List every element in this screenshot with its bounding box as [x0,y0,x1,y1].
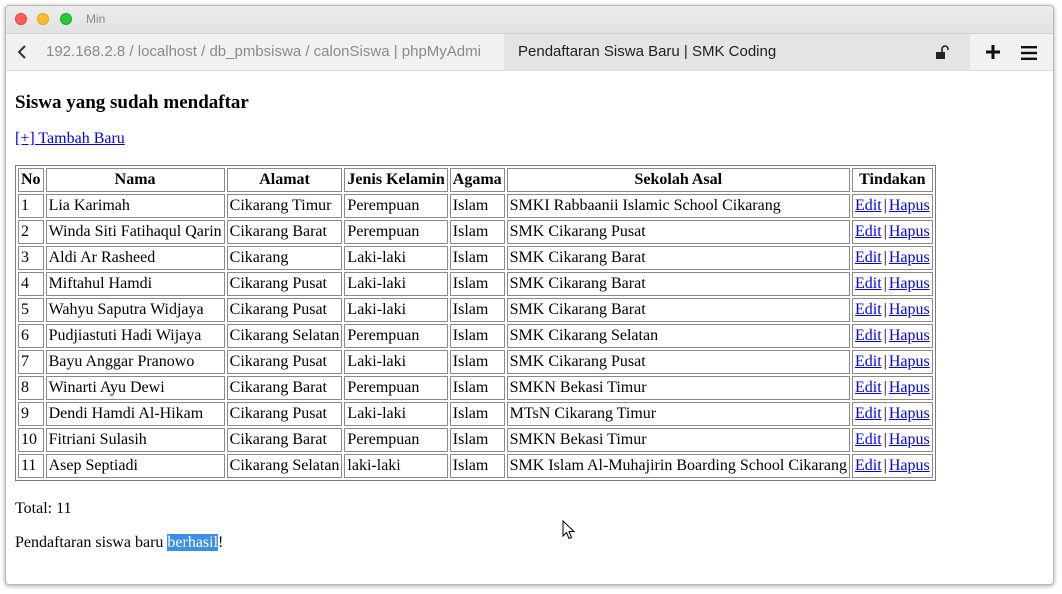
table-row [18,350,933,374]
edit-link[interactable]: Edit [854,405,882,422]
action-separator: | [883,327,887,344]
cell-sekolah-asal: SMK Cikarang Barat [507,246,850,270]
table-header-row [18,168,933,192]
action-separator: | [883,353,887,370]
delete-link[interactable]: Hapus [888,197,930,214]
header-alamat: Alamat [227,168,343,192]
header-sekolah-asal: Sekolah Asal [507,168,850,192]
cell-agama: Islam [450,246,505,270]
table-row [18,220,933,244]
cell-nama: Fitriani Sulasih [46,428,225,452]
edit-link[interactable]: Edit [854,197,882,214]
message-text: Pendaftaran siswa baru [15,534,168,551]
cell-jenis-kelamin: Laki-laki [344,298,447,322]
cell-jenis-kelamin: Laki-laki [344,272,447,296]
header-tindakan: Tindakan [852,168,933,192]
cell-sekolah-asal: SMK Cikarang Pusat [507,350,850,374]
table-row [18,194,933,218]
action-separator: | [883,249,887,266]
delete-link[interactable]: Hapus [888,301,930,318]
cell-tindakan [852,246,933,270]
cell-tindakan [852,272,933,296]
table-row [18,272,933,296]
cell-agama: Islam [450,272,505,296]
header-agama: Agama [450,168,505,192]
table-row [18,454,933,478]
minimize-window-button[interactable] [37,13,49,25]
selected-text: berhasil [167,534,219,551]
cell-agama: Islam [450,376,505,400]
cell-jenis-kelamin: Perempuan [344,194,447,218]
total-count: Total: 11 [15,500,72,517]
cell-alamat: Cikarang Pusat [227,350,343,374]
cell-nama: Winda Siti Fatihaqul Qarin [46,220,225,244]
browser-window [5,5,1054,585]
maximize-window-button[interactable] [60,13,72,25]
action-separator: | [883,197,887,214]
edit-link[interactable]: Edit [854,353,882,370]
action-separator: | [883,301,887,318]
cell-no: 3 [18,246,44,270]
edit-link[interactable]: Edit [854,223,882,240]
cell-no: 7 [18,350,44,374]
cell-agama: Islam [450,194,505,218]
table-row [18,376,933,400]
delete-link[interactable]: Hapus [888,223,930,240]
cell-alamat: Cikarang Pusat [227,402,343,426]
delete-link[interactable]: Hapus [888,379,930,396]
tab-phpmyadmin[interactable]: 192.168.2.8 / localhost / db_pmbsiswa / calonSiswa | phpMyAdmi [46,34,496,70]
cell-no: 8 [18,376,44,400]
delete-link[interactable]: Hapus [888,405,930,422]
cell-nama: Winarti Ayu Dewi [46,376,225,400]
cell-nama: Aldi Ar Rasheed [46,246,225,270]
table-row [18,246,933,270]
new-tab-button[interactable] [983,42,1003,62]
menu-button[interactable] [1019,43,1039,63]
table-body [18,194,933,478]
cell-alamat: Cikarang Selatan [227,454,343,478]
cell-jenis-kelamin: Perempuan [344,220,447,244]
cell-tindakan [852,402,933,426]
action-separator: | [883,223,887,240]
header-nama: Nama [46,168,225,192]
cell-no: 6 [18,324,44,348]
edit-link[interactable]: Edit [854,327,882,344]
cell-tindakan [852,324,933,348]
tab-bar [6,34,1053,71]
cell-tindakan [852,428,933,452]
cell-sekolah-asal: MTsN Cikarang Timur [507,402,850,426]
cell-tindakan [852,298,933,322]
cell-agama: Islam [450,298,505,322]
cell-alamat: Cikarang Barat [227,428,343,452]
cell-nama: Pudjiastuti Hadi Wijaya [46,324,225,348]
cell-tindakan [852,350,933,374]
cell-jenis-kelamin: Perempuan [344,428,447,452]
delete-link[interactable]: Hapus [888,431,930,448]
edit-link[interactable]: Edit [854,457,882,474]
plus-icon [983,42,1003,62]
cell-no: 1 [18,194,44,218]
table-row [18,428,933,452]
cell-nama: Asep Septiadi [46,454,225,478]
cell-alamat: Cikarang Barat [227,376,343,400]
cell-sekolah-asal: SMK Cikarang Selatan [507,324,850,348]
unlock-icon [934,44,950,60]
cell-jenis-kelamin: Laki-laki [344,350,447,374]
cell-jenis-kelamin: laki-laki [344,454,447,478]
hamburger-icon [1019,43,1039,63]
cell-tindakan [852,376,933,400]
cell-nama: Lia Karimah [46,194,225,218]
cell-no: 9 [18,402,44,426]
table-row [18,298,933,322]
cell-sekolah-asal: SMKN Bekasi Timur [507,376,850,400]
delete-link[interactable]: Hapus [888,457,930,474]
edit-link[interactable]: Edit [854,379,882,396]
cell-jenis-kelamin: Perempuan [344,324,447,348]
mouse-cursor-icon [562,520,576,540]
header-no: No [18,168,44,192]
cell-jenis-kelamin: Laki-laki [344,246,447,270]
action-separator: | [883,275,887,292]
page-content [6,71,1053,584]
cell-no: 11 [18,454,44,478]
lock-button[interactable] [934,44,950,60]
cell-sekolah-asal: SMKN Bekasi Timur [507,428,850,452]
cell-agama: Islam [450,220,505,244]
cell-tindakan [852,194,933,218]
delete-link[interactable]: Hapus [888,353,930,370]
delete-link[interactable]: Hapus [888,327,930,344]
action-separator: | [883,431,887,448]
title-bar [6,6,1053,34]
cell-agama: Islam [450,428,505,452]
cell-sekolah-asal: SMK Cikarang Barat [507,298,850,322]
students-table [15,165,936,481]
cell-agama: Islam [450,402,505,426]
cell-nama: Wahyu Saputra Widjaya [46,298,225,322]
action-separator: | [883,405,887,422]
cell-nama: Bayu Anggar Pranowo [46,350,225,374]
cell-alamat: Cikarang Barat [227,220,343,244]
edit-link[interactable]: Edit [854,275,882,292]
message-suffix: ! [218,534,224,551]
delete-link[interactable]: Hapus [888,249,930,266]
close-window-button[interactable] [15,13,27,25]
cell-nama: Miftahul Hamdi [46,272,225,296]
cell-agama: Islam [450,324,505,348]
cell-jenis-kelamin: Laki-laki [344,402,447,426]
cell-sekolah-asal: SMK Cikarang Barat [507,272,850,296]
back-button[interactable] [6,34,38,70]
add-new-link[interactable]: [+] Tambah Baru [15,130,125,147]
edit-link[interactable]: Edit [854,249,882,266]
cell-jenis-kelamin: Perempuan [344,376,447,400]
cell-alamat: Cikarang Timur [227,194,343,218]
cell-no: 4 [18,272,44,296]
delete-link[interactable]: Hapus [888,275,930,292]
cell-no: 2 [18,220,44,244]
cell-alamat: Cikarang [227,246,343,270]
tab-pendaftaran[interactable]: Pendaftaran Siswa Baru | SMK Coding [504,34,970,70]
cell-tindakan [852,220,933,244]
table-row [18,324,933,348]
page-title: Siswa yang sudah mendaftar [15,92,249,113]
cell-alamat: Cikarang Pusat [227,298,343,322]
cell-alamat: Cikarang Selatan [227,324,343,348]
header-jenis-kelamin: Jenis Kelamin [344,168,447,192]
edit-link[interactable]: Edit [854,431,882,448]
cell-sekolah-asal: SMK Islam Al-Muhajirin Boarding School Cikarang [507,454,850,478]
action-separator: | [883,457,887,474]
cell-sekolah-asal: SMK Cikarang Pusat [507,220,850,244]
chevron-left-icon [6,34,38,70]
window-title: Min [86,12,106,26]
table-row [18,402,933,426]
cell-no: 10 [18,428,44,452]
cell-alamat: Cikarang Pusat [227,272,343,296]
action-separator: | [883,379,887,396]
success-message [15,533,1044,553]
cell-tindakan [852,454,933,478]
cell-agama: Islam [450,454,505,478]
cell-nama: Dendi Hamdi Al-Hikam [46,402,225,426]
cell-sekolah-asal: SMKI Rabbaanii Islamic School Cikarang [507,194,850,218]
cell-no: 5 [18,298,44,322]
edit-link[interactable]: Edit [854,301,882,318]
cell-agama: Islam [450,350,505,374]
